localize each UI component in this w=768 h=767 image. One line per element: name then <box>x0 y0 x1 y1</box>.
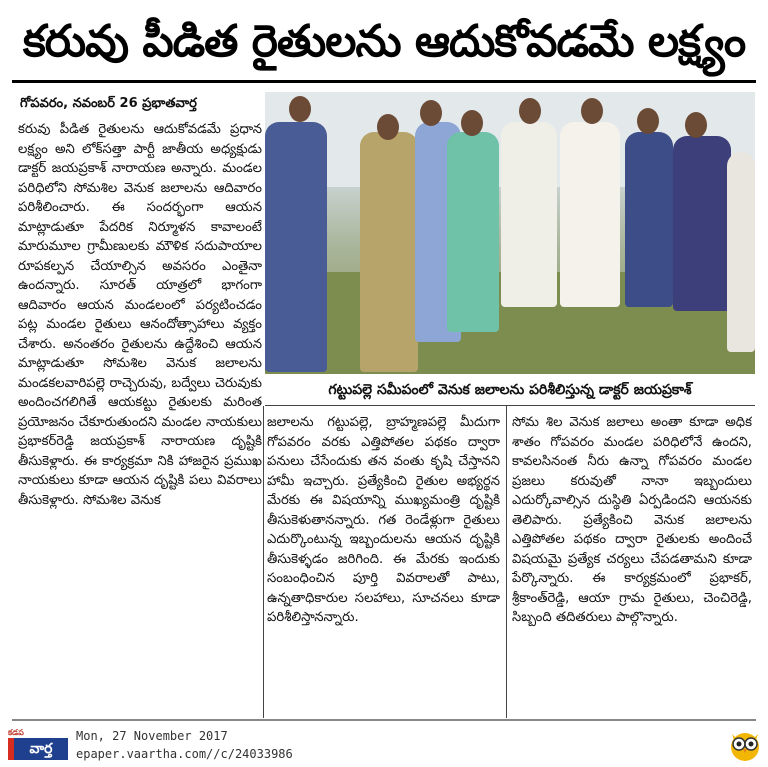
person-head <box>377 114 399 140</box>
footer-url[interactable]: epaper.vaartha.com//c/24033986 <box>76 747 293 761</box>
person-figure <box>625 132 673 307</box>
footer-rule <box>12 719 756 721</box>
person-figure <box>673 136 731 311</box>
person-head <box>289 96 311 122</box>
person-figure <box>560 122 620 307</box>
owl-icon <box>728 726 762 762</box>
article-text-middle: జలాలను గట్టుపల్లె, బ్రాహ్మణపల్లె మీదుగా గోపవరం వరకు ఎత్తిపోతల పథకం ద్వారా పనులు చేసేందుకు తన వంతు కృషి చేస్తానని హామీ ఇచ్చారు. ప్రత్యేకించి రైతుల అభ్యర్థన మేరకు ఈ విషయాన్ని ముఖ్యమంత్రి దృష్టికి తీసుకెళుతానన్నారు. గత రెండేళ్లుగా రైతులు ఎదుర్కొంటున్న ఇబ్బందులను ఆయన దృష్టికి తీసుకెళ్ళడం జరిగింది. ఈ మేరకు ఇందుకు సంబంధించిన పూర్తి వివరాలతో పాటు, ఉన్నతాధికారుల సలహాలు, సూచనలు కూడా పరిశీలిస్తానన్నారు. <box>267 415 500 625</box>
person-figure <box>265 122 327 372</box>
column-divider-right <box>506 406 507 718</box>
article-column-middle <box>267 413 500 718</box>
headline: కరువు పీడిత రైతులను ఆదుకోవడమే లక్ష్యం <box>22 16 746 67</box>
logo-wordmark: వార్త <box>8 738 68 760</box>
article-column-left <box>18 120 262 718</box>
headline-rule <box>12 80 756 83</box>
person-head <box>420 100 442 126</box>
person-head <box>519 98 541 124</box>
person-head <box>637 108 659 134</box>
article-text-right: సోమ శిల వెనుక జలాలు అంతా కూడా అధిక శాతం గోపవరం మండల పరిధిలోనే ఉందని, కావలసినంత నీరు ఉన్నా గోపవరం మండల ప్రజలు కరువుతో నానా ఇబ్బందులు ఎదుర్కోవాల్సిన దుస్థితి ఏర్పడిందని ఆయనకు తెలిపారు. ప్రత్యేకించి వెనుక జలాలను ఎత్తిపోతల పథకం ద్వారా రైతులకు అందించే విషయమై ప్రత్యేక చర్యలు చేపడతామని కూడా పేర్కొన్నారు. ఈ కార్యక్రమంలో ప్రభాకర్, శ్రీకాంత్‌రెడ్డి, ఆయా గ్రామ రైతులు, చెంచిరెడ్డి, సిబ్బంది తదితరులు పాల్గొన్నారు. <box>512 415 752 625</box>
person-figure <box>447 132 499 332</box>
article-column-right <box>512 413 752 718</box>
person-figure <box>727 152 755 352</box>
article-text-left: కరువు పీడిత రైతులను ఆదుకోవడమే ప్రధాన లక్ష్యం అని లోక్‌సత్తా పార్టీ జాతీయ అధ్యక్షుడు డాక్టర్ జయప్రకాశ్ నారాయణ అన్నారు. మండల పరిధిలోని సోమశిల వెనుక జలాలను ఆదివారం పరిశీలించారు. ఈ సందర్భంగా ఆయన మాట్లాడుతూ పేదరిక నిర్మూళన కావాలంటే మారుమూల గ్రామీణులకు మౌళిక సదుపాయాల రూపకల్పన చేయాల్సిన అవసరం ఎంతైనా ఉందన్నారు. సూరత్ యాత్రలో భాగంగా ఆదివారం ఆయన మండలంలో పర్యటించడం పట్ల మండల రైతులు ఆనందోత్సాహాలు వ్యక్తం చేశారు. అనంతరం రైతులను ఉద్దేశించి ఆయన మాట్లాడుతూ సోమశిల వెనుక జలాలను మండకలవారిపల్లె రాచ్చెరువు, బద్వేలు చెరువుకు అందించగలిగితే ఆయకట్టు రైతులకు మరింత ప్రయోజనం చేకూరుతుందని మండల నాయకులు ప్రభాకర్‌రెడ్డి జయప్రకాశ్ నారాయణ దృష్టికి తీసుకెళ్లారు. ఈ కార్యక్రమా నికి హాజరైన ప్రముఖ నాయకులు కూడా ఆయన దృష్టికి పలు వివరాలు తీసుకెళ్లారు. సోమశిల వెనుక <box>18 122 262 508</box>
person-head <box>461 110 483 136</box>
column-divider-left <box>263 406 264 718</box>
news-photo <box>265 92 755 374</box>
dateline: గోపవరం, నవంబర్ 26 ప్రభాతవార్త <box>20 96 197 111</box>
person-head <box>685 112 707 138</box>
person-head <box>581 98 603 124</box>
footer-date: Mon, 27 November 2017 <box>76 729 228 743</box>
logo-edition-label: కడప <box>8 728 24 737</box>
footer <box>0 722 768 767</box>
person-figure <box>360 132 418 372</box>
photo-caption: గట్టుపల్లె సమీపంలో వెనుక జలాలను పరిశీలిస్తున్న డాక్టర్ జయప్రకాశ్ <box>265 374 755 406</box>
vaartha-logo[interactable] <box>8 728 68 760</box>
person-figure <box>501 122 557 307</box>
